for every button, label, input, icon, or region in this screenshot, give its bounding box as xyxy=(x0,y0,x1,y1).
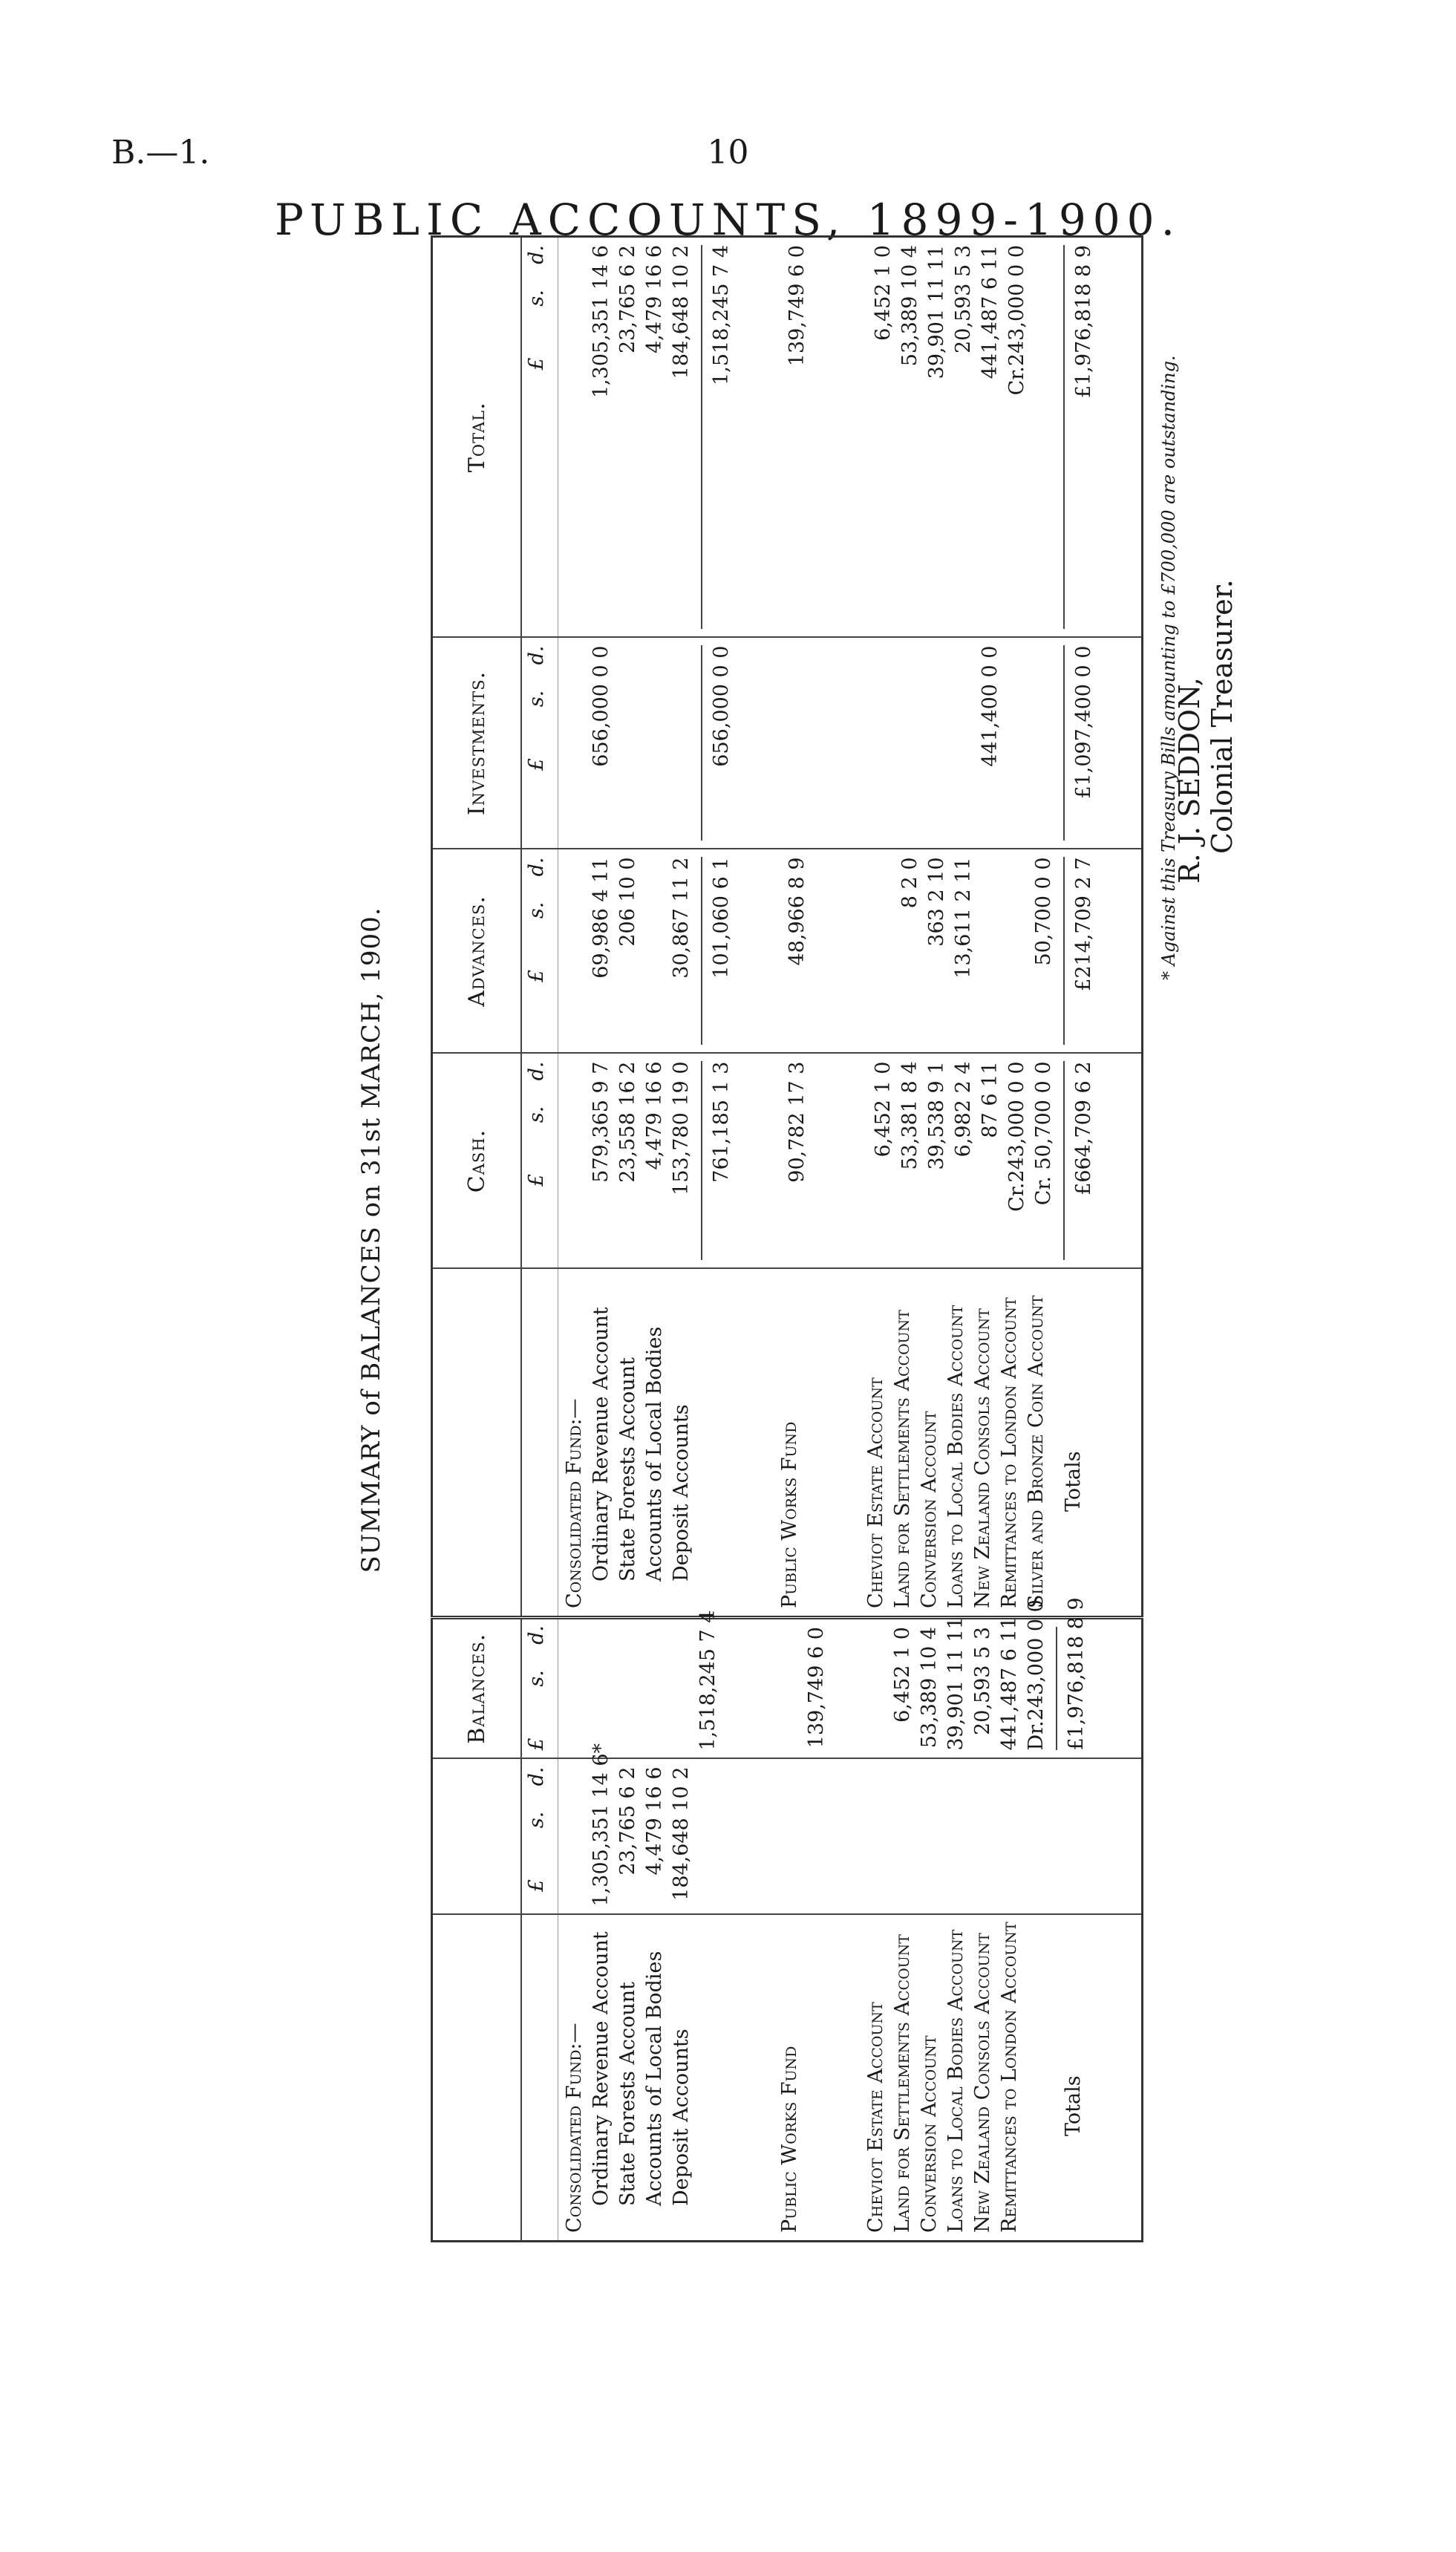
right-other-label: Silver and Bronze Coin Account xyxy=(1025,1295,1048,1608)
left-totals-balance: £1,976,818 8 9 xyxy=(1065,1597,1088,1751)
units-label: £ s. d. xyxy=(521,638,558,849)
col-left-label xyxy=(432,1915,522,2242)
total-subtotal: 1,518,245 7 4 xyxy=(710,245,733,385)
right-item-label: State Forests Account xyxy=(616,1357,639,1582)
left-item-label: Accounts of Local Bodies xyxy=(643,1951,666,2206)
col-investments: Investments. xyxy=(432,638,522,849)
consolidated-balance: 1,518,245 7 4 xyxy=(696,1610,719,1751)
left-consolidated-heading: Consolidated Fund:— xyxy=(563,2023,586,2233)
advances-value: 48,966 8 9 xyxy=(786,857,809,966)
total-value: 39,901 11 11 xyxy=(925,245,948,379)
other-balance: 6,452 1 0 xyxy=(891,1627,914,1723)
right-item-label: Accounts of Local Bodies xyxy=(643,1326,666,1582)
total-value: 20,593 5 3 xyxy=(952,245,975,353)
right-labels xyxy=(558,1269,1143,1618)
advances-column xyxy=(558,849,1143,1054)
cash-value: 6,982 2 4 xyxy=(952,1061,975,1158)
advances-value xyxy=(870,858,897,1045)
left-item-values xyxy=(558,1743,1143,1915)
signature-name: R. J. SEDDON, xyxy=(1173,677,1206,884)
cash-subtotal: 761,185 1 3 xyxy=(710,1061,733,1183)
cash-value: 579,365 9 7 xyxy=(590,1061,613,1183)
col-total: Total. xyxy=(432,237,522,638)
total-value: 1,305,351 14 6 xyxy=(590,245,613,399)
col-balances: Balances. xyxy=(432,1618,522,1759)
units-label: £ s. d. xyxy=(521,237,558,638)
other-balance: 39,901 11 11 xyxy=(944,1616,967,1751)
right-other-label: Land for Settlements Account xyxy=(891,1310,914,1608)
signature xyxy=(1173,579,1238,884)
left-other-label: Remittances to London Account xyxy=(998,1922,1021,2233)
total-value: Cr.243,000 0 0 xyxy=(1005,245,1028,396)
cash-value: 153,780 19 0 xyxy=(670,1061,693,1195)
investments-total: £1,097,400 0 0 xyxy=(1072,645,1095,799)
footnote: * Against this Treasury Bills amounting to £700,000 are outstanding. xyxy=(1158,355,1179,980)
table-header-row xyxy=(432,237,522,2242)
investments-value: 656,000 0 0 xyxy=(590,645,613,767)
advances-value: 363 2 10 xyxy=(925,857,948,947)
advances-value: 69,986 4 11 xyxy=(590,857,613,979)
left-item-label: State Forests Account xyxy=(616,1981,639,2206)
left-public-works-label: Public Works Fund xyxy=(778,2046,801,2233)
left-other-label: Conversion Account xyxy=(918,2035,941,2233)
other-balance: 53,389 10 4 xyxy=(918,1627,941,1749)
advances-subtotal: 101,060 6 1 xyxy=(710,857,733,979)
cash-value: 4,479 16 6 xyxy=(643,1061,666,1170)
table-body-row xyxy=(558,237,1143,2242)
cash-total: £664,709 6 2 xyxy=(1072,1061,1095,1195)
col-right-label xyxy=(432,1269,522,1618)
col-left-items xyxy=(432,1759,522,1915)
left-totals-label: Totals xyxy=(1062,2075,1085,2136)
cash-value: 23,558 16 2 xyxy=(616,1061,639,1183)
cash-column xyxy=(558,1054,1143,1269)
cash-value: 6,452 1 0 xyxy=(872,1061,895,1158)
left-item-value: 4,479 16 6 xyxy=(643,1766,666,1876)
right-public-works-label: Public Works Fund xyxy=(778,1421,801,1608)
left-item-value: 184,648 10 2 xyxy=(670,1766,693,1901)
other-balance: 441,487 6 11 xyxy=(998,1616,1021,1751)
advances-value: 13,611 2 11 xyxy=(952,857,975,979)
advances-value: 206 10 0 xyxy=(616,857,639,947)
cash-value: 90,782 17 3 xyxy=(786,1061,809,1183)
cash-value: Cr. 50,700 0 0 xyxy=(1032,1061,1055,1206)
cash-value: 53,381 8 4 xyxy=(898,1061,921,1170)
investments-value: 441,400 0 0 xyxy=(979,645,1002,767)
advances-value: 30,867 11 2 xyxy=(670,857,693,979)
other-balance: 20,593 5 3 xyxy=(971,1627,994,1735)
right-consolidated-heading: Consolidated Fund:— xyxy=(563,1398,586,1608)
units-label: £ s. d. xyxy=(521,1759,558,1915)
signature-role: Colonial Treasurer. xyxy=(1206,579,1238,854)
right-other-label: Cheviot Estate Account xyxy=(864,1377,887,1608)
right-item-label: Deposit Accounts xyxy=(670,1404,693,1582)
cash-value: 87 6 11 xyxy=(979,1061,1002,1138)
document-reference: B.—1. xyxy=(111,134,210,172)
investments-column xyxy=(558,638,1143,849)
total-value: 441,487 6 11 xyxy=(979,245,1002,379)
total-value: 4,479 16 6 xyxy=(643,245,666,353)
right-other-label: New Zealand Consols Account xyxy=(971,1308,994,1608)
advances-value xyxy=(1004,858,1031,1045)
left-item-label: Ordinary Revenue Account xyxy=(590,1931,613,2206)
right-totals-label: Totals xyxy=(1062,1451,1085,1512)
total-column xyxy=(558,237,1143,638)
balances-table xyxy=(431,235,1143,2242)
summary-title: SUMMARY of BALANCES on 31st MARCH, 1900. xyxy=(356,907,386,1573)
units-label: £ s. d. xyxy=(521,1618,558,1759)
advances-value: 8 2 0 xyxy=(898,857,921,909)
total-value: 6,452 1 0 xyxy=(872,245,895,341)
units-label: £ s. d. xyxy=(521,1054,558,1269)
advances-value xyxy=(642,858,668,1045)
left-item-value: 23,765 6 2 xyxy=(616,1766,639,1876)
left-labels xyxy=(558,1915,1143,2242)
col-cash: Cash. xyxy=(432,1054,522,1269)
left-other-label: New Zealand Consols Account xyxy=(971,1933,994,2233)
left-other-label: Cheviot Estate Account xyxy=(864,2002,887,2233)
left-other-label: Loans to Local Bodies Account xyxy=(944,1929,967,2233)
left-item-value: 1,305,351 14 6* xyxy=(590,1743,613,1907)
cash-value: 39,538 9 1 xyxy=(925,1061,948,1170)
investments-subtotal: 656,000 0 0 xyxy=(710,645,733,767)
total-value: 184,648 10 2 xyxy=(670,245,693,379)
cash-value: Cr.243,000 0 0 xyxy=(1005,1061,1028,1212)
rotated-summary-page xyxy=(245,238,1238,2242)
right-other-label: Conversion Account xyxy=(918,1411,941,1608)
advances-value xyxy=(977,858,1004,1045)
right-other-label: Remittances to London Account xyxy=(998,1297,1021,1608)
left-other-label: Land for Settlements Account xyxy=(891,1934,914,2233)
col-advances: Advances. xyxy=(432,849,522,1054)
grand-total: £1,976,818 8 9 xyxy=(1072,245,1095,399)
public-works-balance: 139,749 6 0 xyxy=(805,1627,828,1749)
total-value: 53,389 10 4 xyxy=(898,245,921,367)
units-label: £ s. d. xyxy=(521,849,558,1054)
right-other-label: Loans to Local Bodies Account xyxy=(944,1305,967,1608)
left-balances xyxy=(558,1597,1143,1759)
total-value: 139,749 6 0 xyxy=(786,245,809,367)
left-item-label: Deposit Accounts xyxy=(670,2029,693,2206)
units-row xyxy=(521,237,558,2242)
advances-total: £214,709 2 7 xyxy=(1072,857,1095,991)
right-item-label: Ordinary Revenue Account xyxy=(590,1307,613,1582)
total-value: 23,765 6 2 xyxy=(616,245,639,353)
other-balance: Dr.243,000 0 0 xyxy=(1025,1599,1048,1751)
page-title: PUBLIC ACCOUNTS, 1899-1900. xyxy=(274,195,1182,245)
advances-value: 50,700 0 0 xyxy=(1032,857,1055,966)
page-number: 10 xyxy=(707,134,749,172)
